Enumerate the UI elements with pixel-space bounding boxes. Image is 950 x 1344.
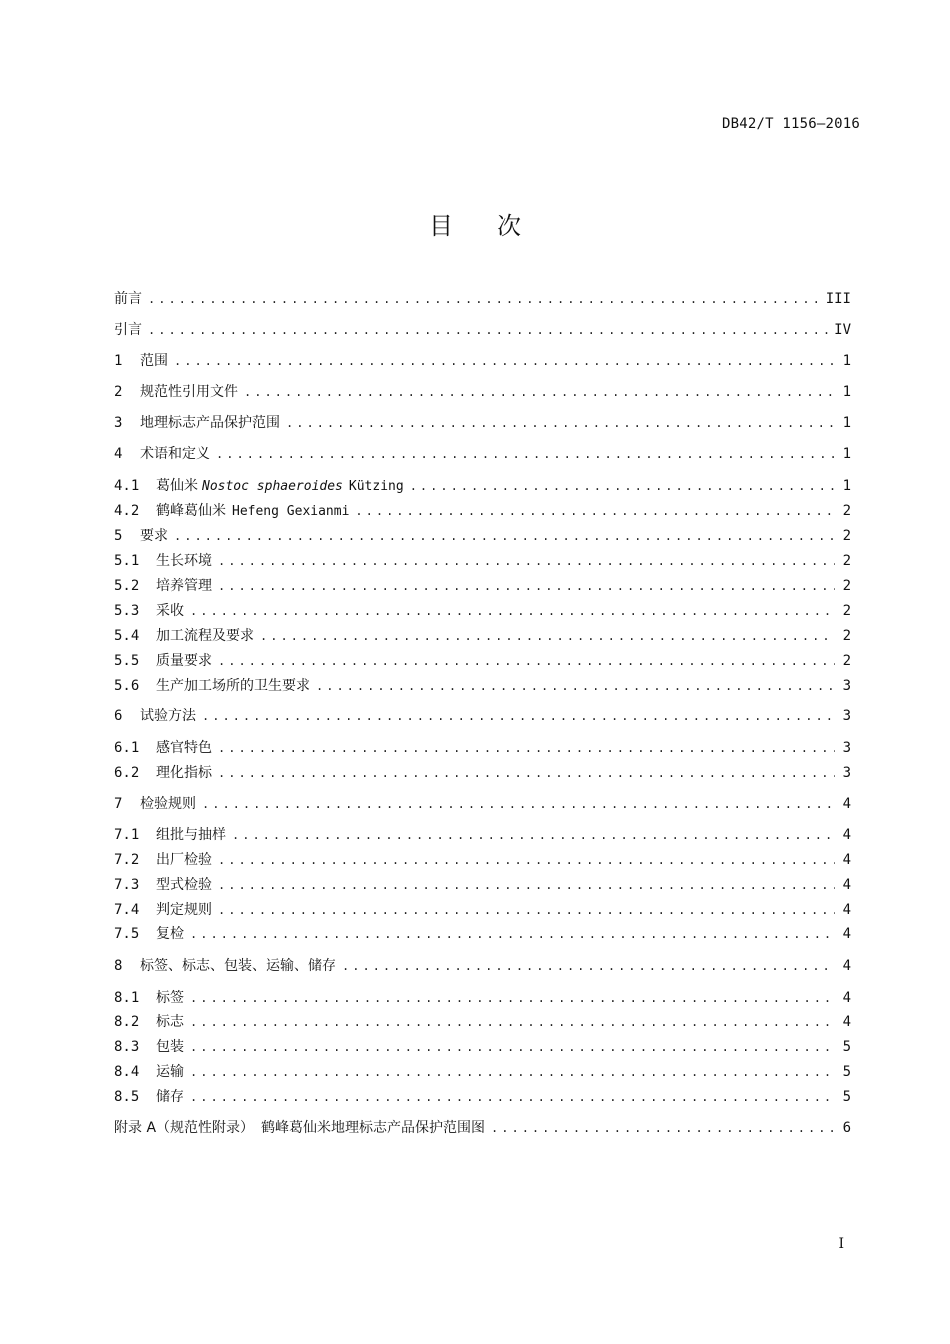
page-title: 目次 (429, 212, 565, 240)
toc-entry-page: 4 (842, 902, 851, 918)
toc-entry[interactable] (114, 705, 851, 725)
toc-entry-page: 5 (842, 1064, 851, 1080)
toc-leader-dots (202, 797, 835, 811)
toc-leader-dots (410, 479, 835, 493)
toc-entry[interactable] (114, 1061, 851, 1081)
toc-entry-number: 5.4 (114, 628, 140, 644)
toc-entry-label: 鹤峰葛仙米 (156, 503, 226, 519)
toc-entry-number: 4.1 (114, 478, 140, 494)
toc-entry-label: 生长环境 (156, 553, 212, 569)
toc-leader-dots (218, 853, 835, 867)
toc-entry[interactable] (114, 288, 851, 308)
toc-entry-number: 7.2 (114, 852, 140, 868)
toc-entry[interactable] (114, 412, 851, 432)
toc-entry-label: 组批与抽样 (156, 827, 226, 843)
toc-entry-page: 2 (842, 578, 851, 594)
toc-entry-number: 8.4 (114, 1064, 140, 1080)
toc-entry-number: 7.5 (114, 926, 140, 942)
toc-entry-number: 6.2 (114, 765, 140, 781)
toc-entry-page: 1 (842, 384, 851, 400)
toc-entry-page: 2 (842, 628, 851, 644)
toc-entry-latin-text: Kützing (348, 479, 404, 494)
toc-entry-number: 2 (114, 384, 123, 400)
toc-leader-dots (286, 416, 835, 430)
toc-entry-label: 葛仙米 (156, 478, 198, 494)
toc-entry[interactable] (114, 793, 851, 813)
toc-entry-number: 4.2 (114, 503, 140, 519)
toc-entry-number: 4 (114, 446, 123, 462)
toc-entry-number: 8.1 (114, 990, 140, 1006)
toc-entry[interactable] (114, 475, 851, 495)
toc-entry-page: 3 (842, 765, 851, 781)
toc-entry-label: 采收 (156, 603, 184, 619)
toc-leader-dots (190, 1015, 835, 1029)
toc-entry-label: 引言 (114, 322, 142, 338)
toc-leader-dots (491, 1121, 835, 1135)
toc-entry-label: 运输 (156, 1064, 184, 1080)
toc-entry-page: 4 (842, 796, 851, 812)
toc-entry-page: 2 (842, 603, 851, 619)
toc-entry-page: IV (834, 322, 851, 338)
toc-entry-number: 8.5 (114, 1089, 140, 1105)
toc-entry[interactable] (114, 1011, 851, 1031)
toc-entry-number: 5.2 (114, 578, 140, 594)
toc-entry-page: 3 (842, 678, 851, 694)
toc-leader-dots (190, 1065, 835, 1079)
toc-entry-label: 要求 (140, 528, 168, 544)
toc-entry[interactable] (114, 1086, 851, 1106)
toc-leader-dots (316, 679, 835, 693)
toc-entry-page: 4 (842, 990, 851, 1006)
toc-entry[interactable] (114, 650, 851, 670)
toc-leader-dots (190, 991, 835, 1005)
document-code: DB42/T 1156—2016 (721, 116, 860, 132)
toc-leader-dots (218, 878, 835, 892)
toc-leader-dots (218, 903, 835, 917)
toc-entry-label: 标志 (156, 1014, 184, 1030)
toc-entry-number: 7.3 (114, 877, 140, 893)
toc-entry-latin-name: Nostoc sphaeroides (202, 479, 343, 494)
toc-entry[interactable] (114, 550, 851, 570)
toc-entry-label: 型式检验 (156, 877, 212, 893)
toc-entry-page: 1 (842, 353, 851, 369)
toc-entry-label: 感官特色 (156, 740, 212, 756)
toc-leader-dots (355, 504, 835, 518)
toc-entry-label: 试验方法 (140, 708, 196, 724)
toc-entry-page: 3 (842, 708, 851, 724)
toc-entry[interactable] (114, 849, 851, 869)
toc-leader-dots (202, 709, 835, 723)
toc-leader-dots (218, 654, 835, 668)
toc-entry-page: 4 (842, 958, 851, 974)
toc-entry[interactable] (114, 899, 851, 919)
toc-entry-label: 储存 (156, 1089, 184, 1105)
toc-entry[interactable] (114, 824, 851, 844)
toc-entry-label: 前言 (114, 291, 142, 307)
toc-leader-dots (218, 554, 835, 568)
toc-leader-dots (174, 529, 835, 543)
toc-entry-number: 7.1 (114, 827, 140, 843)
toc-leader-dots (342, 959, 835, 973)
toc-entry-number: 3 (114, 415, 123, 431)
footer-page-number: I (838, 1236, 844, 1252)
toc-entry[interactable] (114, 319, 851, 339)
toc-entry-label: 出厂检验 (156, 852, 212, 868)
toc-leader-dots (218, 579, 835, 593)
toc-entry-page: 4 (842, 827, 851, 843)
toc-entry[interactable] (114, 762, 851, 782)
toc-entry-label: 检验规则 (140, 796, 196, 812)
toc-entry-page: 4 (842, 926, 851, 942)
toc-entry[interactable] (114, 500, 851, 520)
toc-entry-page: 2 (842, 553, 851, 569)
toc-leader-dots (232, 828, 835, 842)
toc-entry-label: 生产加工场所的卫生要求 (156, 678, 310, 694)
toc-entry-label: 判定规则 (156, 902, 212, 918)
toc-entry-label: 附录 A（规范性附录） 鹤峰葛仙米地理标志产品保护范围图 (114, 1120, 486, 1136)
toc-leader-dots (218, 766, 835, 780)
toc-entry[interactable] (114, 987, 851, 1007)
toc-entry-label: 加工流程及要求 (156, 628, 254, 644)
toc-entry-label: 复检 (156, 926, 184, 942)
toc-leader-dots (190, 1040, 835, 1054)
toc-leader-dots (190, 1090, 835, 1104)
toc-entry[interactable] (114, 874, 851, 894)
toc-leader-dots (244, 385, 835, 399)
toc-entry-number: 6 (114, 708, 123, 724)
toc-entry-number: 8 (114, 958, 123, 974)
toc-entry-label: 包装 (156, 1039, 184, 1055)
toc-entry-page: 6 (842, 1120, 851, 1136)
toc-entry-page: 2 (842, 528, 851, 544)
toc-entry[interactable] (114, 737, 851, 757)
toc-entry-number: 6.1 (114, 740, 140, 756)
toc-entry-number: 7 (114, 796, 123, 812)
toc-entry-label: 规范性引用文件 (140, 384, 238, 400)
toc-leader-dots (218, 741, 835, 755)
toc-entry-number: 5.1 (114, 553, 140, 569)
toc-leader-dots (148, 292, 820, 306)
toc-entry-label: 术语和定义 (140, 446, 210, 462)
toc-entry-number: 5.5 (114, 653, 140, 669)
toc-entry[interactable] (114, 350, 851, 370)
toc-leader-dots (216, 447, 835, 461)
toc-entry-label: 理化指标 (156, 765, 212, 781)
toc-leader-dots (148, 323, 828, 337)
toc-entry-page: 3 (842, 740, 851, 756)
toc-entry-number: 5.3 (114, 603, 140, 619)
toc-entry-page: 1 (842, 415, 851, 431)
toc-entry-label: 地理标志产品保护范围 (140, 415, 280, 431)
toc-entry-page: III (825, 291, 851, 307)
toc-entry[interactable] (114, 525, 851, 545)
toc-entry-number: 1 (114, 353, 123, 369)
toc-entry-number: 5.6 (114, 678, 140, 694)
toc-entry[interactable] (114, 1036, 851, 1056)
toc-leader-dots (190, 927, 835, 941)
toc-entry-page: 1 (842, 478, 851, 494)
toc-leader-dots (174, 354, 835, 368)
toc-entry[interactable] (114, 1117, 851, 1137)
toc-entry[interactable] (114, 625, 851, 645)
toc-entry-page: 4 (842, 852, 851, 868)
toc-entry[interactable] (114, 443, 851, 463)
toc-entry[interactable] (114, 923, 851, 943)
toc-entry-label: 标签 (156, 990, 184, 1006)
toc-entry-page: 5 (842, 1039, 851, 1055)
toc-entry-page: 2 (842, 653, 851, 669)
toc-entry[interactable] (114, 381, 851, 401)
toc-entry-page: 1 (842, 446, 851, 462)
toc-entry[interactable] (114, 675, 851, 695)
toc-entry-label: 标签、标志、包装、运输、储存 (140, 958, 336, 974)
toc-entry-number: 8.2 (114, 1014, 140, 1030)
toc-entry-page: 2 (842, 503, 851, 519)
toc-entry-page: 5 (842, 1089, 851, 1105)
toc-entry-label: 质量要求 (156, 653, 212, 669)
toc-entry-label: 培养管理 (156, 578, 212, 594)
toc-entry-page: 4 (842, 877, 851, 893)
toc-entry[interactable] (114, 955, 851, 975)
toc-entry-latin-text: Hefeng Gexianmi (232, 504, 350, 519)
toc-leader-dots (260, 629, 835, 643)
toc-entry[interactable] (114, 600, 851, 620)
toc-entry-number: 7.4 (114, 902, 140, 918)
toc-entry-number: 5 (114, 528, 123, 544)
toc-entry-page: 4 (842, 1014, 851, 1030)
toc-entry-label: 范围 (140, 353, 168, 369)
toc-entry-number: 8.3 (114, 1039, 140, 1055)
toc-entry[interactable] (114, 575, 851, 595)
toc-leader-dots (190, 604, 835, 618)
